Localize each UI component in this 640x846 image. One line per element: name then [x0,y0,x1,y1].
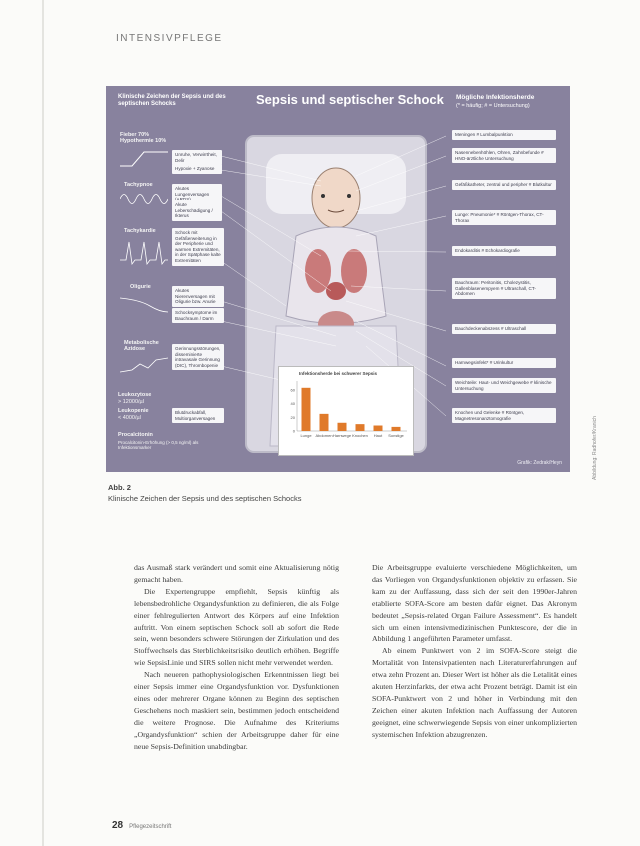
label-azidose: Metabolische Azidose [124,340,159,352]
value-leukozytose: > 12000/µl [118,399,144,405]
mini-chart-plot [279,375,413,455]
right-paragraph-2: Ab einem Punktwert von 2 im SOFA-Score steigt die Mortalität von Intensivpatienten nach Literaturerfahrungen auf etwa zehn Prozent an. Dieser Wert ist höher als die Letalität eines akuten Herzinfarkts, der etwa acht Prozent beträgt. Damit ist ein SOFA-Punktwert von 2 und höher in Verbindung mit den Zeichen einer akuten Infektion nach Auffassung der Autoren geeignet, eine schwerwiegende Sepsis von einer unkomplizierten systemischen Infektion abzugrenzen. [372,646,577,739]
left-paragraph-3: Nach neueren pathophysiologischen Erkenntnissen liegt bei einer Sepsis immer eine Organdysfunktion vor. Dysfunktionen eines oder mehrerer Organe können zu Beginn des septischen Geschehens noch maskiert sein, bestimmen jedoch entscheidend die weitere Prognose. Die Aufnahme des Kriteriums „Organdysfunktion“ schien der Arbeitsgruppe daher für eine neue Sepsis-Definition unabdingbar. [134,670,339,751]
label-leukozytose: Leukozytose [118,392,152,398]
y-tick-60: 60 [290,387,295,393]
fever-curve-icon [120,148,168,170]
focus-harnwege: Harnwegsinfekt* # Urinkultur [452,358,556,368]
figure-right-title: Mögliche Infektionsherde [456,94,535,101]
label-tachypnoe: Tachypnoe [124,182,153,188]
tick-sonstige: Sonstige [388,433,404,438]
bar-abdomen [320,414,329,431]
label-procalcitonin: Procalcitonin [118,432,153,438]
tick-knochen: Knochen [352,433,368,438]
sign-niere: Akutes Nierenversagen mit Oligurie bzw. Anurie [172,286,224,307]
tick-harnwege: Harnwege [332,433,352,438]
caption-text: Klinische Zeichen der Sepsis und des septischen Schocks [108,494,302,503]
tick-abdomen: Abdomen [315,433,333,438]
tick-haut: Haut [373,433,383,438]
y-tick-0: 0 [292,428,295,434]
label-leukopenie: Leukopenie [118,408,149,414]
bar-knochen [356,424,365,431]
bar-haut [374,426,383,431]
journal-name: Pflegezeitschrift [129,824,172,830]
azidose-curve-icon [120,354,168,376]
label-fieber: Fieber 70% Hypothermie 10% [120,132,167,144]
bar-sonstige [392,427,401,431]
tachykardie-ecg-icon [120,238,168,268]
mini-chart-title: Infektionsherde bei schwerer Sepsis [299,371,378,376]
side-credit [592,300,602,480]
figure-right-subtitle: (* = häufig; # = Untersuchung) [456,103,530,109]
focus-bauchraum: Bauchraum: Peritonitis, Cholezystitis, Gallenblasenempyem # Ultraschall, CT-Abdomen [452,278,556,299]
section-header: INTENSIVPFLEGE [116,33,223,44]
left-paragraph-1: das Ausmaß stark verändert und somit eine Aktualisierung nötig gemacht haben. [134,563,339,584]
focus-hno: Nasennebenhöhlen, Ohren, Zahnbefunde # HNO-ärztliche Untersuchung [452,148,556,163]
left-paragraph-2: Die Expertengruppe empfiehlt, Sepsis künftig als lebensbedrohliche Organdysfunktion zu definieren, die als Folge einer fehlregulierten Antwort des Körpers auf eine Infektion auftritt. Von einem septischen Schock soll ab sofort die Rede sein, wenn besonders schwere Störungen der Zirkulation und des Stoffwechsels das Sterblichkeitsrisiko deutlich erhöhen. Begriffe wie SepsisLinie und SIRS sollen nicht mehr verwendet werden. [134,586,339,668]
figure-credit: Grafik: Zedrak/Heyn [517,460,562,466]
sepsis-figure [106,86,570,472]
figure-caption [108,482,301,504]
tick-lunge: Lunge [300,433,312,438]
page-gutter-line [42,0,44,846]
focus-katheter: Gefäßkatheter, zentral und peripher # Blutkultur [452,180,556,190]
bar-lunge [302,388,311,431]
focus-weichteile: Weichteile: Haut- und Weichgewebe # klinische Untersuchung [452,378,556,393]
focus-knochen: Knochen und Gelenke # Röntgen, Magnetresonanztomografie [452,408,556,423]
sign-leber: Akute Leberschädigung / Ikterus [172,200,222,221]
page-number: 28 [112,820,124,831]
label-oligurie: Oligurie [130,284,151,290]
figure-left-title: Klinische Zeichen der Sepsis und des septischen Schocks [118,94,226,107]
value-procalcitonin: Procalcitonin-Erhöhung (> 0,5 ng/ml) als Infektionsmarker [118,440,199,450]
focus-meningen: Meningen # Lumbalpunktion [452,130,556,140]
tachypnoe-wave-icon [120,190,168,208]
sign-multiorgan: Blutdruckabfall, Multiorganversagen [172,408,224,423]
caption-label: Abb. 2 [108,483,131,492]
y-tick-40: 40 [290,401,295,407]
side-credit-text: Abbildung: Radhofer/Kranich [592,416,598,480]
text-column-right [372,562,577,741]
figure-title: Sepsis und septischer Schock [256,92,444,107]
focus-endokarditis: Endokarditis # Echokardiografie [452,246,556,256]
sign-schock: Schock mit Gefäßerweiterung in der Peripherie und warmen Extremitäten, in der Spätphase kalte Extremitäten [172,228,224,266]
y-tick-20: 20 [290,414,295,420]
sign-gerinnung: Gerinnungsstörungen, disseminierte intravasale Gerinnung (DIC), Thrombopenie [172,344,224,370]
sign-ards: Akutes Lungenversagen [172,184,222,205]
sign-hypoxie: Hypoxie + Zyanose [172,164,222,174]
focus-bauchdecke: Bauchdeckenabszess # Ultraschall [452,324,556,334]
bar-harnwege [338,423,347,431]
sign-unruhe: Unruhe, Verwirrtheit, Delir [172,150,222,165]
focus-lunge: Lunge: Pneumonie* # Röntgen-Thorax, CT-Thorax [452,210,556,225]
oligurie-curve-icon [120,292,168,314]
page-footer [112,820,171,831]
value-leukopenie: < 4000/µl [118,415,141,421]
sign-darm: Schocksymptome im Bauchraum / Darm [172,308,224,323]
label-tachykardie: Tachykardie [124,228,156,234]
mini-bar-chart [278,366,414,456]
text-column-left [134,562,339,753]
right-paragraph-1: Die Arbeitsgruppe evaluierte verschiedene Möglichkeiten, um das Vorliegen von Organdysfunktionen objektiv zu erfassen. Sie kam zu der Auffassung, dass sich der seit den 1990er-Jahren etablierte SOFA-Score am besten dafür eignet. Das Akronym bedeutet „Sepsis-related Organ Failure Assessment“. Es handelt sich um einen intensivmedizinischen Punktescore, der die in Abbildung 1 angeführten Parameter umfasst. [372,563,577,644]
